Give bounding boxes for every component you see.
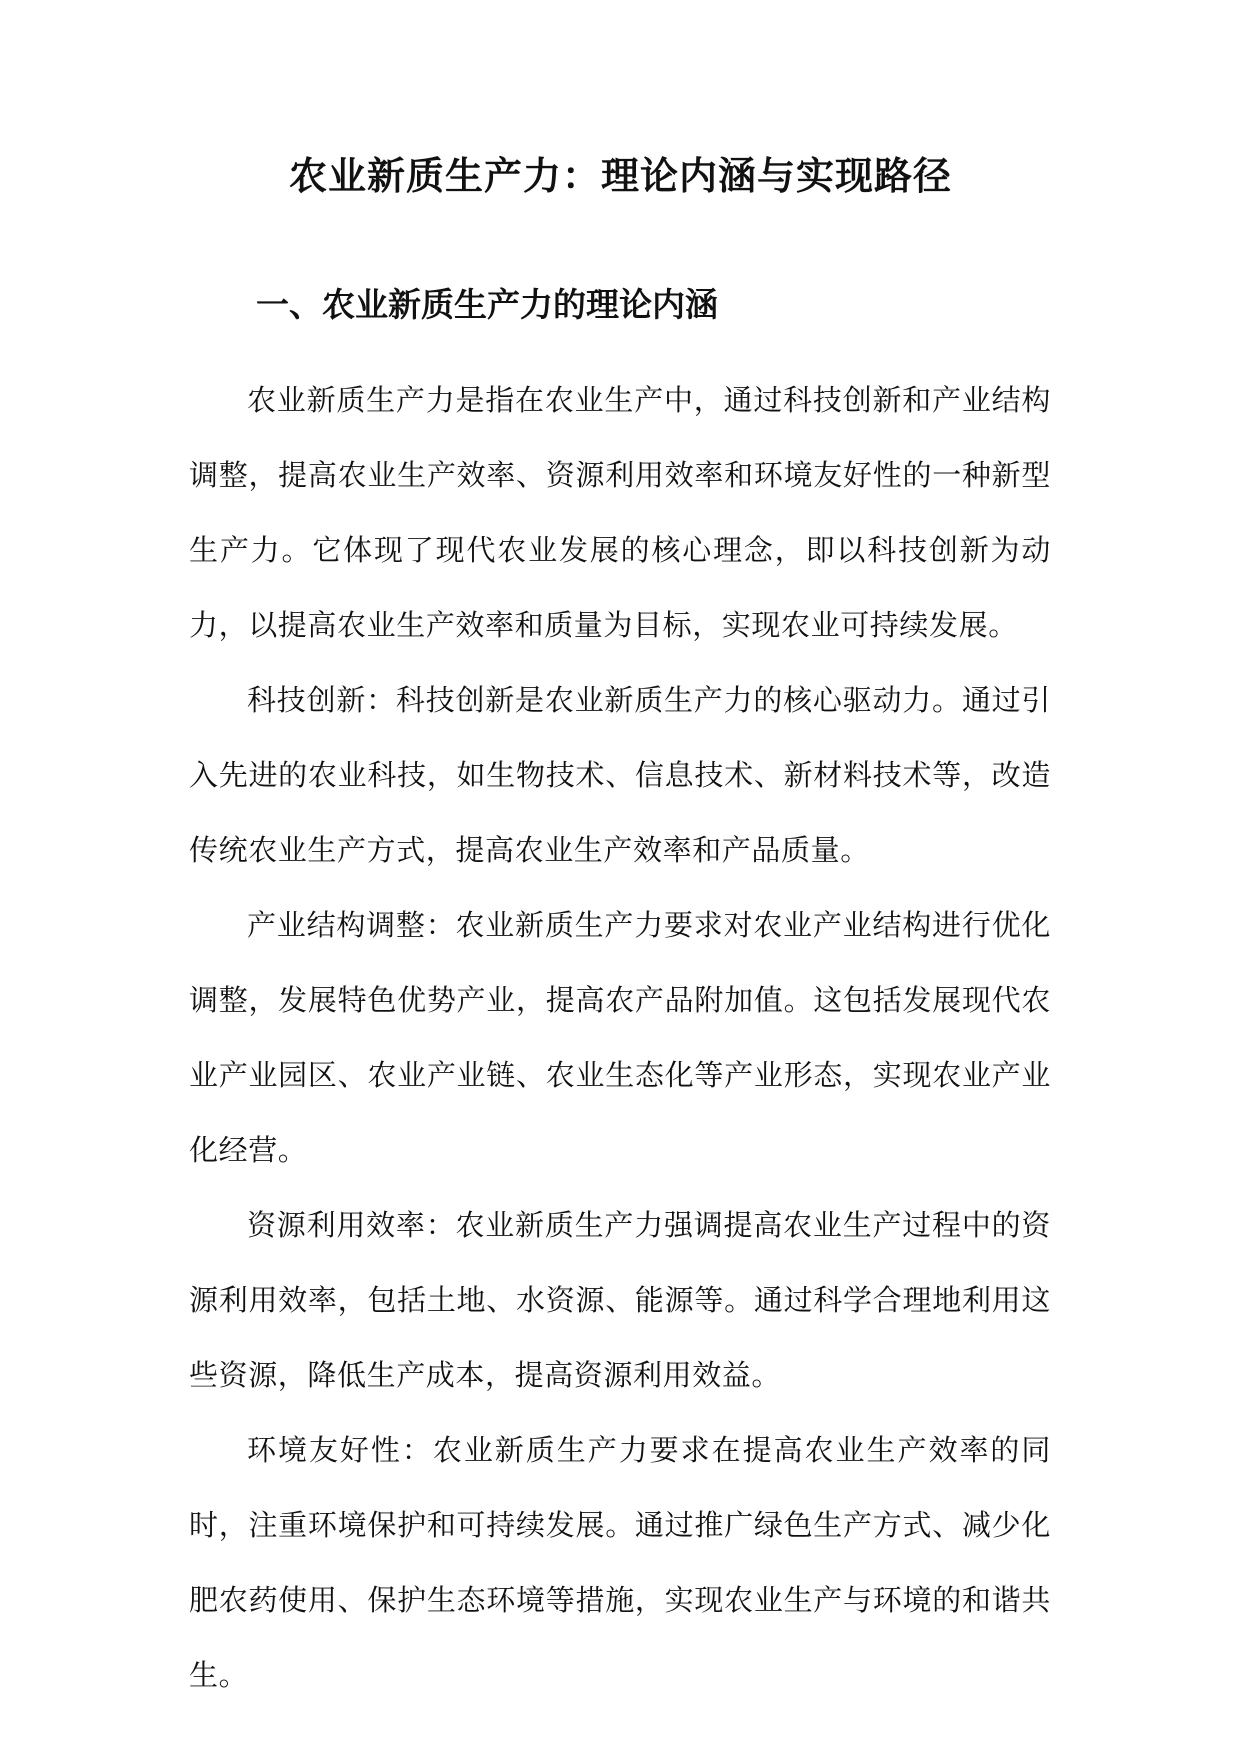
paragraph-definition: 农业新质生产力是指在农业生产中，通过科技创新和产业结构调整，提高农业生产效率、资源利用效率和环境友好性的一种新型生产力。它体现了现代农业发展的核心理念，即以科技创新为动力，以提高农业生产效率和质量为目标，实现农业可持续发展。 <box>189 383 1051 642</box>
paragraph-tech-innovation: 科技创新：科技创新是农业新质生产力的核心驱动力。通过引入先进的农业科技，如生物技术、信息技术、新材料技术等，改造传统农业生产方式，提高农业生产效率和产品质量。 <box>189 683 1051 867</box>
document-title: 农业新质生产力：理论内涵与实现路径 <box>288 153 952 198</box>
section-body <box>189 363 1051 1713</box>
section-heading: 一、农业新质生产力的理论内涵 <box>256 285 718 324</box>
paragraph-industry-structure: 产业结构调整：农业新质生产力要求对农业产业结构进行优化调整，发展特色优势产业，提高农产品附加值。这包括发展现代农业产业园区、农业产业链、农业生态化等产业形态，实现农业产业化经营。 <box>189 908 1051 1167</box>
paragraph-environment: 环境友好性：农业新质生产力要求在提高农业生产效率的同时，注重环境保护和可持续发展。通过推广绿色生产方式、减少化肥农药使用、保护生态环境等措施，实现农业生产与环境的和谐共生。 <box>189 1433 1051 1692</box>
paragraph-resource-efficiency: 资源利用效率：农业新质生产力强调提高农业生产过程中的资源利用效率，包括土地、水资源、能源等。通过科学合理地利用这些资源，降低生产成本，提高资源利用效益。 <box>189 1208 1051 1392</box>
